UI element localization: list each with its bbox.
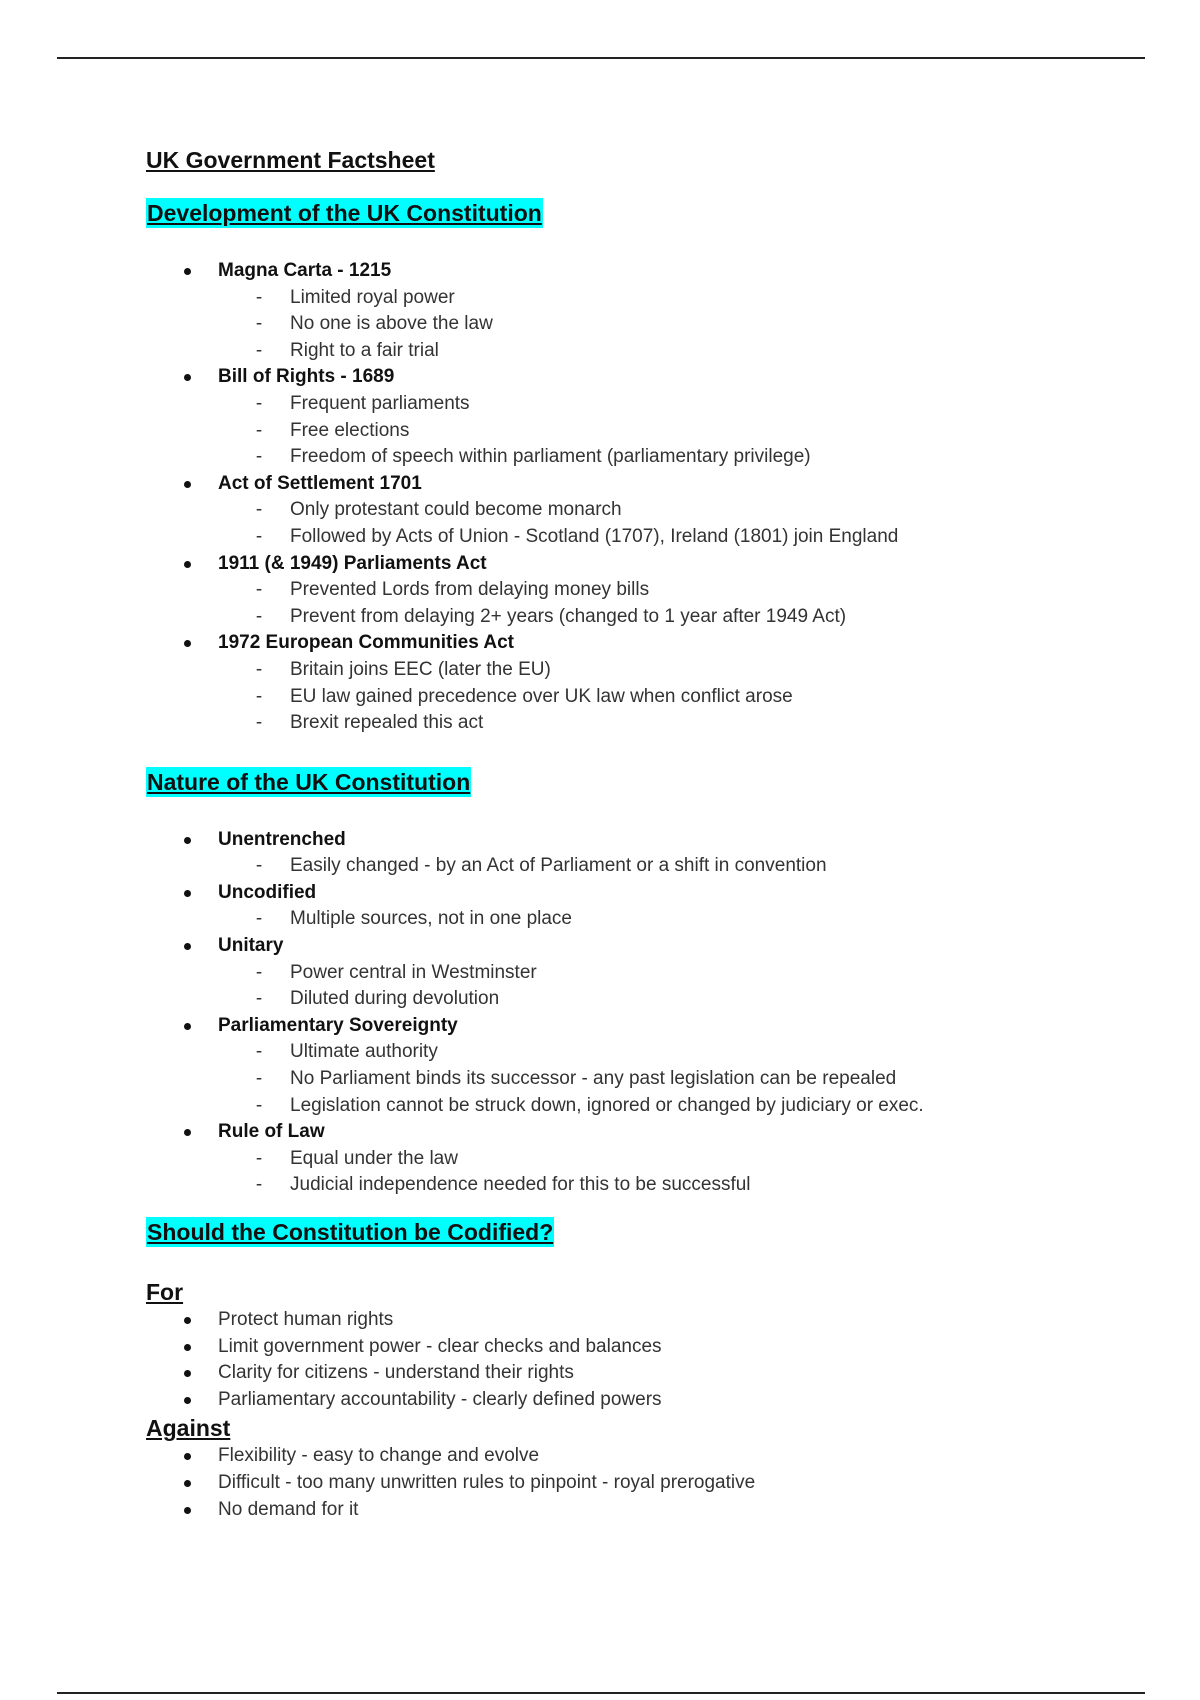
sub-item	[218, 1066, 1146, 1093]
list-item	[146, 364, 1146, 470]
sub-item-text: Frequent parliaments	[290, 392, 470, 414]
sub-item-text: Judicial independence needed for this to be successful	[290, 1174, 751, 1196]
sub-item	[218, 418, 1146, 445]
sub-item-text: Prevent from delaying 2+ years (changed to 1 year after 1949 Act)	[290, 605, 847, 627]
dash-icon: -	[255, 658, 263, 680]
item-label: 1972 European Communities Act	[218, 632, 514, 654]
bullet-icon	[184, 1480, 191, 1487]
dash-icon: -	[255, 988, 263, 1010]
sub-item-text: Britain joins EEC (later the EU)	[290, 658, 551, 680]
sub-item-text: Easily changed - by an Act of Parliament or a shift in convention	[290, 855, 827, 877]
bullet-icon	[184, 1317, 191, 1324]
list-item	[146, 1307, 1146, 1334]
list-item	[146, 551, 1146, 631]
bullet-icon	[184, 1370, 191, 1377]
dash-icon: -	[255, 313, 263, 335]
bullet-icon	[184, 1344, 191, 1351]
bullet-icon	[184, 1023, 191, 1030]
list-item	[146, 258, 1146, 364]
section-heading-text: Should the Constitution be Codified?	[147, 1219, 554, 1245]
item-label: Unitary	[218, 935, 284, 957]
dash-icon: -	[255, 855, 263, 877]
bullet-icon	[184, 640, 191, 647]
sub-list	[218, 960, 1146, 1013]
sub-item	[218, 1172, 1146, 1199]
sub-item	[218, 684, 1146, 711]
sub-item	[218, 853, 1146, 880]
item-label: Bill of Rights - 1689	[218, 366, 395, 388]
sub-item	[218, 960, 1146, 987]
sub-list	[218, 577, 1146, 630]
item-text: Flexibility - easy to change and evolve	[218, 1445, 540, 1467]
dash-icon: -	[255, 579, 263, 601]
item-label: Parliamentary Sovereignty	[218, 1014, 458, 1036]
sub-item-text: Freedom of speech within parliament (parliamentary privilege)	[290, 446, 811, 468]
sub-item-text: Legislation cannot be struck down, ignored or changed by judiciary or exec.	[290, 1094, 924, 1116]
sub-list	[218, 391, 1146, 471]
item-text: Parliamentary accountability - clearly defined powers	[218, 1388, 662, 1410]
sub-item-text: No one is above the law	[290, 313, 493, 335]
dash-icon: -	[255, 339, 263, 361]
list-item	[146, 630, 1146, 736]
document-body	[146, 140, 1146, 1523]
item-label: Act of Settlement 1701	[218, 472, 422, 494]
list-item	[146, 1443, 1146, 1470]
sub-item-text: Followed by Acts of Union - Scotland (1707), Ireland (1801) join England	[290, 525, 899, 547]
section-heading-codified	[146, 1217, 1146, 1259]
sub-item	[218, 710, 1146, 737]
bottom-rule	[57, 1692, 1145, 1694]
item-label: Magna Carta - 1215	[218, 260, 392, 281]
sub-item-text: Ultimate authority	[290, 1041, 438, 1063]
bullet-icon	[184, 1507, 191, 1514]
list-item	[146, 1387, 1146, 1414]
item-text: Difficult - too many unwritten rules to pinpoint - royal prerogative	[218, 1471, 756, 1493]
list-item	[146, 1470, 1146, 1497]
sub-item-text: Multiple sources, not in one place	[290, 908, 572, 930]
bullet-icon	[184, 561, 191, 568]
section-heading-nature	[146, 767, 1146, 809]
for-heading: For	[146, 1279, 184, 1305]
sub-item-text: Limited royal power	[290, 286, 455, 308]
sub-list	[218, 285, 1146, 365]
sub-item	[218, 391, 1146, 418]
sub-item	[218, 1093, 1146, 1120]
nature-list	[146, 827, 1146, 1199]
sub-item	[218, 906, 1146, 933]
dash-icon: -	[255, 419, 263, 441]
list-item	[146, 827, 1146, 880]
dash-icon: -	[255, 1068, 263, 1090]
sub-item-text: Brexit repealed this act	[290, 712, 484, 734]
sub-list	[218, 853, 1146, 880]
sub-item-text: Equal under the law	[290, 1147, 458, 1169]
dash-icon: -	[255, 286, 263, 308]
bullet-icon	[184, 374, 191, 381]
dash-icon: -	[255, 525, 263, 547]
sub-list	[218, 1146, 1146, 1199]
sub-item-text: Right to a fair trial	[290, 339, 439, 361]
sub-item-text: Diluted during devolution	[290, 988, 500, 1010]
sub-item	[218, 338, 1146, 365]
sub-list	[218, 1039, 1146, 1119]
list-item	[146, 1013, 1146, 1119]
development-list	[146, 258, 1146, 737]
page-title: UK Government Factsheet	[146, 147, 435, 173]
dash-icon: -	[255, 605, 263, 627]
sub-item	[218, 285, 1146, 312]
sub-item	[218, 986, 1146, 1013]
sub-list	[218, 657, 1146, 737]
bullet-icon	[184, 1453, 191, 1460]
bullet-icon	[184, 837, 191, 844]
dash-icon: -	[255, 961, 263, 983]
sub-item	[218, 1039, 1146, 1066]
list-item	[146, 1119, 1146, 1199]
item-text: Protect human rights	[218, 1309, 394, 1330]
list-item	[146, 1334, 1146, 1361]
item-label: Unentrenched	[218, 828, 346, 850]
sub-item	[218, 577, 1146, 604]
dash-icon: -	[255, 446, 263, 468]
sub-item	[218, 524, 1146, 551]
item-text: No demand for it	[218, 1498, 359, 1520]
dash-icon: -	[255, 685, 263, 707]
sub-item-text: Prevented Lords from delaying money bills	[290, 579, 650, 601]
sub-item-text: No Parliament binds its successor - any past legislation can be repealed	[290, 1068, 897, 1090]
sub-item	[218, 604, 1146, 631]
item-text: Clarity for citizens - understand their rights	[218, 1362, 574, 1384]
sub-item	[218, 444, 1146, 471]
bullet-icon	[184, 890, 191, 897]
section-heading-text: Nature of the UK Constitution	[147, 768, 471, 795]
sub-item	[218, 497, 1146, 524]
dash-icon: -	[255, 1147, 263, 1169]
dash-icon: -	[255, 499, 263, 521]
top-rule	[57, 57, 1145, 59]
item-label: Rule of Law	[218, 1121, 325, 1143]
dash-icon: -	[255, 1094, 263, 1116]
list-item	[146, 471, 1146, 551]
list-item	[146, 933, 1146, 1013]
dash-icon: -	[255, 908, 263, 930]
section-heading-development	[146, 198, 1146, 240]
sub-item-text: EU law gained precedence over UK law when conflict arose	[290, 685, 793, 707]
sub-list	[218, 497, 1146, 550]
dash-icon: -	[255, 1041, 263, 1063]
section-heading-text: Development of the UK Constitution	[147, 200, 542, 226]
sub-item-text: Free elections	[290, 419, 410, 441]
sub-item-text: Power central in Westminster	[290, 961, 537, 983]
against-list	[146, 1443, 1146, 1523]
bullet-icon	[184, 1397, 191, 1404]
for-list	[146, 1307, 1146, 1413]
sub-item-text: Only protestant could become monarch	[290, 499, 622, 521]
against-heading: Against	[146, 1415, 231, 1442]
item-text: Limit government power - clear checks and balances	[218, 1335, 662, 1357]
list-item	[146, 880, 1146, 933]
dash-icon: -	[255, 392, 263, 414]
sub-list	[218, 906, 1146, 933]
bullet-icon	[184, 1129, 191, 1136]
sub-item	[218, 1146, 1146, 1173]
dash-icon: -	[255, 712, 263, 734]
item-label: 1911 (& 1949) Parliaments Act	[218, 552, 487, 574]
list-item	[146, 1360, 1146, 1387]
list-item	[146, 1497, 1146, 1524]
dash-icon: -	[255, 1174, 263, 1196]
sub-item	[218, 311, 1146, 338]
item-label: Uncodified	[218, 881, 317, 903]
bullet-icon	[184, 943, 191, 950]
sub-item	[218, 657, 1146, 684]
bullet-icon	[184, 268, 191, 275]
bullet-icon	[184, 481, 191, 488]
